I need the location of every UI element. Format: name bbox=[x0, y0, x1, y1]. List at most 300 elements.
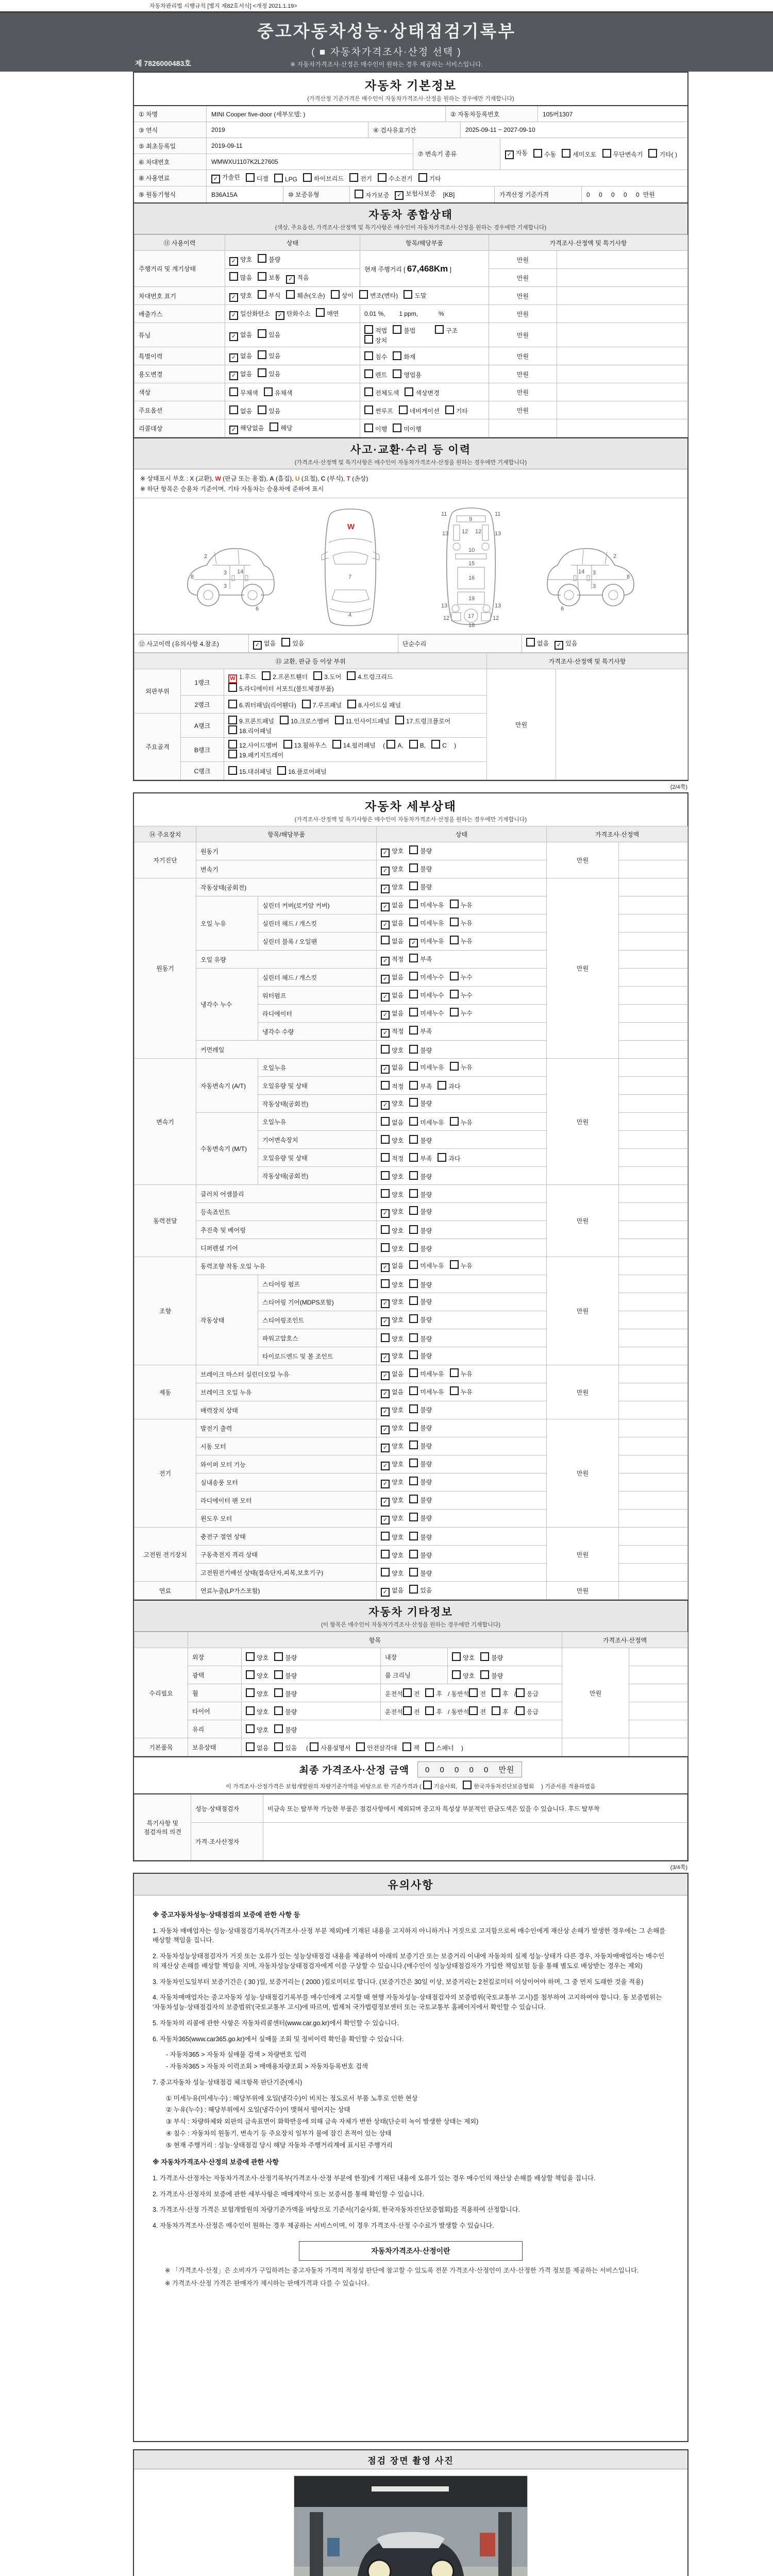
empty-checkbox-icon[interactable] bbox=[274, 1652, 283, 1661]
checkbox-option-불량[interactable] bbox=[409, 1227, 432, 1234]
checkbox-option-하이브리드[interactable] bbox=[303, 173, 344, 183]
checkbox-option-누수[interactable] bbox=[450, 1010, 473, 1017]
checkbox-option-불량[interactable] bbox=[409, 1245, 432, 1252]
empty-checkbox-icon[interactable] bbox=[359, 290, 368, 299]
empty-checkbox-icon[interactable] bbox=[450, 1062, 459, 1071]
checked-checkbox-icon[interactable]: ✓ bbox=[381, 1209, 390, 1218]
empty-checkbox-icon[interactable] bbox=[349, 173, 358, 182]
checkbox-option-과다[interactable] bbox=[438, 1083, 460, 1090]
empty-checkbox-icon[interactable] bbox=[409, 1243, 418, 1252]
checkbox-option-있음[interactable] bbox=[258, 408, 280, 415]
empty-checkbox-icon[interactable] bbox=[381, 1532, 390, 1540]
empty-checkbox-icon[interactable] bbox=[402, 1742, 411, 1751]
checkbox-option-침수[interactable] bbox=[364, 353, 387, 361]
checked-checkbox-icon[interactable]: ✓ bbox=[381, 1480, 390, 1488]
empty-checkbox-icon[interactable] bbox=[274, 1670, 283, 1679]
checkbox-option-사용설명서[interactable] bbox=[310, 1744, 350, 1752]
empty-checkbox-icon[interactable] bbox=[364, 335, 373, 344]
checkbox-option-잭[interactable] bbox=[402, 1744, 419, 1752]
empty-checkbox-icon[interactable] bbox=[409, 1045, 418, 1054]
empty-checkbox-icon[interactable] bbox=[364, 387, 373, 396]
checkbox-option-있음[interactable] bbox=[409, 1587, 432, 1594]
checkbox-option-영업용[interactable] bbox=[393, 371, 422, 379]
empty-checkbox-icon[interactable] bbox=[378, 173, 386, 182]
checkbox-option-전[interactable] bbox=[469, 1708, 486, 1716]
checked-checkbox-icon[interactable]: ✓ bbox=[229, 371, 238, 380]
checkbox-option-없음[interactable] bbox=[246, 1744, 268, 1752]
checkbox-option-양호[interactable] bbox=[381, 1227, 404, 1234]
checkbox-option-적정[interactable] bbox=[381, 1083, 404, 1090]
checked-checkbox-icon[interactable]: ✓ bbox=[381, 1317, 390, 1326]
checked-checkbox-icon[interactable]: ✓ bbox=[381, 1065, 390, 1074]
checked-checkbox-icon[interactable]: ✓ bbox=[381, 1444, 390, 1452]
empty-checkbox-icon[interactable] bbox=[409, 1368, 418, 1377]
empty-checkbox-icon[interactable] bbox=[381, 1225, 390, 1234]
checked-checkbox-icon[interactable]: ✓ bbox=[381, 975, 390, 984]
empty-checkbox-icon[interactable] bbox=[228, 740, 237, 749]
checked-checkbox-icon[interactable]: ✓ bbox=[381, 1408, 390, 1416]
empty-checkbox-icon[interactable] bbox=[228, 683, 237, 692]
empty-checkbox-icon[interactable] bbox=[409, 1585, 418, 1594]
checked-checkbox-icon[interactable]: ✓ bbox=[276, 311, 284, 320]
checked-checkbox-icon[interactable]: ✓ bbox=[409, 939, 418, 947]
checkbox-option-8.사이드실 패널[interactable] bbox=[347, 702, 401, 709]
checkbox-option-미세누유[interactable] bbox=[409, 1064, 444, 1071]
checkbox-option-상이[interactable] bbox=[331, 292, 354, 299]
checkbox-option-양호[interactable] bbox=[381, 1515, 404, 1522]
checked-checkbox-icon[interactable]: ✓ bbox=[229, 257, 238, 266]
checked-checkbox-icon[interactable]: ✓ bbox=[381, 1389, 390, 1398]
checkbox-option-11.인사이드패널[interactable] bbox=[335, 718, 390, 725]
checked-checkbox-icon[interactable]: ✓ bbox=[381, 1462, 390, 1470]
empty-checkbox-icon[interactable] bbox=[409, 882, 418, 890]
checkbox-option-과다[interactable] bbox=[438, 1155, 460, 1162]
checkbox-option-누유[interactable] bbox=[450, 1388, 473, 1396]
empty-checkbox-icon[interactable] bbox=[274, 1688, 283, 1697]
checked-checkbox-icon[interactable]: ✓ bbox=[381, 1029, 390, 1038]
checkbox-option-없음[interactable] bbox=[526, 640, 549, 647]
empty-checkbox-icon[interactable] bbox=[409, 1117, 418, 1126]
empty-checkbox-icon[interactable] bbox=[355, 190, 363, 198]
empty-checkbox-icon[interactable] bbox=[331, 290, 340, 299]
checked-checkbox-icon[interactable]: ✓ bbox=[381, 1516, 390, 1524]
empty-checkbox-icon[interactable] bbox=[381, 1135, 390, 1144]
empty-checkbox-icon[interactable] bbox=[258, 405, 266, 414]
checkbox-option-적음[interactable] bbox=[286, 274, 309, 281]
checkbox-option-미세누유[interactable] bbox=[409, 1388, 444, 1396]
empty-checkbox-icon[interactable] bbox=[425, 1742, 434, 1751]
empty-checkbox-icon[interactable] bbox=[409, 954, 418, 962]
checkbox-option-18.리어패널[interactable] bbox=[228, 727, 272, 735]
checkbox-option-색상변경[interactable] bbox=[405, 389, 439, 397]
checkbox-option-전기[interactable] bbox=[349, 173, 372, 183]
empty-checkbox-icon[interactable] bbox=[381, 1117, 390, 1126]
empty-checkbox-icon[interactable] bbox=[258, 254, 266, 263]
checked-checkbox-icon[interactable]: ✓ bbox=[381, 867, 390, 875]
checked-checkbox-icon[interactable]: ✓ bbox=[381, 1011, 390, 1020]
checkbox-option-기타[interactable] bbox=[445, 408, 468, 415]
checkbox-option-불량[interactable] bbox=[480, 1672, 503, 1680]
checkbox-option-있음[interactable] bbox=[258, 352, 280, 360]
checked-checkbox-icon[interactable]: ✓ bbox=[229, 311, 238, 320]
empty-checkbox-icon[interactable] bbox=[526, 638, 535, 647]
checkbox-option-변조(변타)[interactable] bbox=[359, 292, 398, 299]
checkbox-option-불량[interactable] bbox=[274, 1726, 297, 1734]
checkbox-option-불량[interactable] bbox=[409, 1100, 432, 1107]
checkbox-option-없음[interactable] bbox=[381, 974, 404, 981]
empty-checkbox-icon[interactable] bbox=[409, 1568, 418, 1577]
checkbox-option-3.도어[interactable] bbox=[313, 673, 341, 681]
checkbox-option-전[interactable] bbox=[469, 1690, 486, 1698]
empty-checkbox-icon[interactable] bbox=[516, 1688, 525, 1697]
checkbox-option-19.패키지트레이[interactable] bbox=[228, 752, 283, 759]
checkbox-option-도말[interactable] bbox=[404, 292, 426, 299]
checkbox-option-양호[interactable] bbox=[229, 292, 252, 299]
checkbox-option-양호[interactable] bbox=[381, 1173, 404, 1180]
empty-checkbox-icon[interactable] bbox=[258, 368, 266, 377]
checkbox-option-적정[interactable] bbox=[381, 956, 404, 963]
checkbox-option-양호[interactable] bbox=[452, 1672, 475, 1680]
checkbox-option-양호[interactable] bbox=[381, 1047, 404, 1054]
checkbox-option-누유[interactable] bbox=[450, 938, 473, 945]
checkbox-option-없음[interactable] bbox=[229, 352, 252, 360]
checkbox-option-있음[interactable] bbox=[258, 331, 280, 338]
empty-checkbox-icon[interactable] bbox=[409, 1422, 418, 1431]
empty-checkbox-icon[interactable] bbox=[409, 1098, 418, 1107]
empty-checkbox-icon[interactable] bbox=[270, 422, 278, 431]
empty-checkbox-icon[interactable] bbox=[562, 149, 570, 158]
checkbox-option-C[interactable] bbox=[431, 742, 447, 749]
empty-checkbox-icon[interactable] bbox=[393, 351, 401, 360]
checkbox-option-불량[interactable] bbox=[409, 1137, 432, 1144]
empty-checkbox-icon[interactable] bbox=[409, 1495, 418, 1503]
checkbox-option-불량[interactable] bbox=[409, 1191, 432, 1198]
empty-checkbox-icon[interactable] bbox=[404, 290, 412, 299]
empty-checkbox-icon[interactable] bbox=[469, 1706, 478, 1715]
checkbox-option-전[interactable] bbox=[403, 1690, 420, 1698]
checkbox-option-없음[interactable] bbox=[229, 370, 252, 378]
empty-checkbox-icon[interactable] bbox=[409, 1008, 418, 1016]
empty-checkbox-icon[interactable] bbox=[258, 329, 266, 338]
empty-checkbox-icon[interactable] bbox=[264, 387, 273, 396]
checkbox-option-양호[interactable] bbox=[381, 1406, 404, 1414]
empty-checkbox-icon[interactable] bbox=[246, 1724, 255, 1733]
empty-checkbox-icon[interactable] bbox=[533, 149, 542, 158]
checkbox-option-적정[interactable] bbox=[381, 1028, 404, 1035]
checkbox-option-없음[interactable] bbox=[381, 938, 404, 945]
checked-checkbox-icon[interactable]: ✓ bbox=[381, 921, 390, 929]
empty-checkbox-icon[interactable] bbox=[409, 1350, 418, 1359]
empty-checkbox-icon[interactable] bbox=[381, 1568, 390, 1577]
checkbox-option-B,[interactable] bbox=[409, 742, 426, 749]
checkbox-option-불량[interactable] bbox=[409, 1443, 432, 1450]
empty-checkbox-icon[interactable] bbox=[409, 900, 418, 908]
checkbox-option-양호[interactable] bbox=[381, 1316, 404, 1324]
empty-checkbox-icon[interactable] bbox=[409, 1171, 418, 1180]
checkbox-option-있음[interactable] bbox=[258, 370, 280, 378]
checkbox-option-불량[interactable] bbox=[409, 1497, 432, 1504]
checkbox-option-응급[interactable] bbox=[516, 1690, 539, 1698]
checked-checkbox-icon[interactable]: ✓ bbox=[381, 1353, 390, 1362]
checkbox-option-누유[interactable] bbox=[450, 1064, 473, 1071]
checkbox-option-16.플로어패널[interactable] bbox=[277, 768, 327, 775]
empty-checkbox-icon[interactable] bbox=[409, 1404, 418, 1413]
empty-checkbox-icon[interactable] bbox=[409, 1440, 418, 1449]
empty-checkbox-icon[interactable] bbox=[403, 1706, 412, 1715]
empty-checkbox-icon[interactable] bbox=[431, 740, 440, 749]
checkbox-option-디젤[interactable] bbox=[246, 173, 268, 183]
checkbox-option-양호[interactable] bbox=[381, 1281, 404, 1289]
checkbox-option-없음[interactable] bbox=[381, 1587, 404, 1594]
empty-checkbox-icon[interactable] bbox=[277, 766, 286, 775]
checked-checkbox-icon[interactable]: ✓ bbox=[229, 353, 238, 362]
empty-checkbox-icon[interactable] bbox=[492, 1688, 500, 1697]
empty-checkbox-icon[interactable] bbox=[450, 936, 459, 944]
checkbox-option-미세누유[interactable] bbox=[409, 1370, 444, 1378]
checkbox-option-7.루프패널[interactable] bbox=[302, 702, 342, 709]
checked-checkbox-icon[interactable]: ✓ bbox=[381, 993, 390, 1002]
checkbox-option-양호[interactable] bbox=[381, 1570, 404, 1577]
empty-checkbox-icon[interactable] bbox=[347, 700, 356, 708]
checkbox-option-없음[interactable] bbox=[381, 1010, 404, 1017]
empty-checkbox-icon[interactable] bbox=[409, 1225, 418, 1234]
empty-checkbox-icon[interactable] bbox=[274, 174, 283, 182]
empty-checkbox-icon[interactable] bbox=[409, 1459, 418, 1467]
checkbox-option-불량[interactable] bbox=[274, 1672, 297, 1680]
checkbox-option-수동[interactable] bbox=[533, 149, 556, 159]
checkbox-option-적법[interactable] bbox=[364, 327, 387, 334]
empty-checkbox-icon[interactable] bbox=[381, 1550, 390, 1558]
empty-checkbox-icon[interactable] bbox=[228, 766, 237, 775]
checkbox-option-부족[interactable] bbox=[409, 1028, 432, 1035]
empty-checkbox-icon[interactable] bbox=[409, 1314, 418, 1323]
checkbox-option-안전삼각대[interactable] bbox=[356, 1744, 397, 1752]
checkbox-option-없음[interactable] bbox=[381, 992, 404, 999]
checkbox-option-화재[interactable] bbox=[393, 353, 415, 361]
checkbox-option-있음[interactable] bbox=[281, 640, 304, 647]
empty-checkbox-icon[interactable] bbox=[228, 750, 237, 758]
checked-checkbox-icon[interactable]: ✓ bbox=[381, 957, 390, 965]
checkbox-option-양호[interactable] bbox=[246, 1726, 268, 1734]
checkbox-option-없음[interactable] bbox=[381, 1064, 404, 1071]
empty-checkbox-icon[interactable] bbox=[246, 1670, 255, 1679]
checkbox-option-누유[interactable] bbox=[450, 1370, 473, 1378]
empty-checkbox-icon[interactable] bbox=[364, 351, 373, 360]
empty-checkbox-icon[interactable] bbox=[425, 1688, 434, 1697]
checkbox-option-불량[interactable] bbox=[409, 1208, 432, 1215]
checkbox-option-스패너[interactable] bbox=[425, 1744, 454, 1752]
empty-checkbox-icon[interactable] bbox=[393, 325, 401, 334]
checkbox-option-미이행[interactable] bbox=[393, 426, 422, 433]
checked-checkbox-icon[interactable]: ✓ bbox=[395, 191, 404, 200]
checkbox-option-누수[interactable] bbox=[450, 992, 473, 999]
empty-checkbox-icon[interactable] bbox=[409, 1296, 418, 1305]
checked-checkbox-icon[interactable]: ✓ bbox=[286, 275, 295, 284]
checkbox-option-불량[interactable] bbox=[409, 1479, 432, 1486]
checkbox-option-양호[interactable] bbox=[381, 1552, 404, 1559]
checkbox-option-14.필러패널[interactable] bbox=[332, 742, 376, 749]
checkbox-option-불량[interactable] bbox=[409, 1298, 432, 1306]
w-repair-mark-icon[interactable]: W bbox=[228, 674, 237, 683]
checkbox-option-미세누유[interactable] bbox=[409, 902, 444, 909]
empty-checkbox-icon[interactable] bbox=[381, 1045, 390, 1054]
checkbox-option-양호[interactable] bbox=[246, 1708, 268, 1716]
checkbox-option-불량[interactable] bbox=[409, 848, 432, 855]
empty-checkbox-icon[interactable] bbox=[399, 405, 408, 414]
checkbox-option-있음[interactable] bbox=[274, 1744, 297, 1752]
checkbox-option-미세누수[interactable] bbox=[409, 974, 444, 981]
checkbox-option-매연[interactable] bbox=[316, 310, 339, 317]
empty-checkbox-icon[interactable] bbox=[246, 1742, 255, 1751]
empty-checkbox-icon[interactable] bbox=[409, 1062, 418, 1071]
checked-checkbox-icon[interactable]: ✓ bbox=[381, 903, 390, 911]
checked-checkbox-icon[interactable]: ✓ bbox=[381, 1263, 390, 1272]
empty-checkbox-icon[interactable] bbox=[386, 740, 395, 749]
checkbox-option-누유[interactable] bbox=[450, 920, 473, 927]
empty-checkbox-icon[interactable] bbox=[381, 936, 390, 944]
checkbox-option-없음[interactable] bbox=[381, 902, 404, 909]
checkbox-option-네비게이션[interactable] bbox=[399, 408, 440, 415]
checkbox-option-불량[interactable] bbox=[409, 1425, 432, 1432]
empty-checkbox-icon[interactable] bbox=[258, 290, 266, 299]
empty-checkbox-icon[interactable] bbox=[229, 405, 238, 414]
checkbox-option-보험사보증[interactable] bbox=[395, 189, 435, 200]
empty-checkbox-icon[interactable] bbox=[310, 1742, 318, 1751]
checkbox-option-후[interactable] bbox=[492, 1708, 509, 1716]
empty-checkbox-icon[interactable] bbox=[445, 405, 454, 414]
checkbox-option-불량[interactable] bbox=[409, 1552, 432, 1559]
checkbox-option-훼손(오손)[interactable] bbox=[286, 292, 325, 299]
checkbox-option-보통[interactable] bbox=[258, 274, 280, 281]
checkbox-option-많음[interactable] bbox=[229, 274, 252, 281]
empty-checkbox-icon[interactable] bbox=[409, 1477, 418, 1485]
checkbox-option-구조[interactable] bbox=[435, 327, 458, 334]
checkbox-option-없음[interactable] bbox=[381, 920, 404, 927]
empty-checkbox-icon[interactable] bbox=[228, 700, 237, 708]
empty-checkbox-icon[interactable] bbox=[409, 1260, 418, 1269]
empty-checkbox-icon[interactable] bbox=[450, 1368, 459, 1377]
checkbox-option-불량[interactable] bbox=[409, 1352, 432, 1360]
checkbox-option-불량[interactable] bbox=[409, 1047, 432, 1054]
checkbox-option-양호[interactable] bbox=[452, 1654, 475, 1662]
empty-checkbox-icon[interactable] bbox=[409, 1386, 418, 1395]
checkbox-option-13.휠하우스[interactable] bbox=[283, 742, 327, 749]
checkbox-option-장치[interactable] bbox=[364, 337, 387, 344]
empty-checkbox-icon[interactable] bbox=[381, 1279, 390, 1288]
checkbox-option-세미오토[interactable] bbox=[562, 149, 596, 159]
empty-checkbox-icon[interactable] bbox=[480, 1670, 489, 1679]
checkbox-option-자동[interactable] bbox=[505, 148, 528, 159]
checkbox-option-없음[interactable] bbox=[381, 1262, 404, 1269]
empty-checkbox-icon[interactable] bbox=[303, 173, 312, 182]
checkbox-option-미세누수[interactable] bbox=[409, 992, 444, 999]
empty-checkbox-icon[interactable] bbox=[381, 1153, 390, 1162]
checkbox-option-불량[interactable] bbox=[409, 1335, 432, 1343]
checkbox-option-부족[interactable] bbox=[409, 1083, 432, 1090]
checkbox-option-일산화탄소[interactable] bbox=[229, 310, 270, 317]
checkbox-option-양호[interactable] bbox=[381, 1298, 404, 1306]
checkbox-option-해당없음[interactable] bbox=[229, 425, 264, 432]
checkbox-option-누유[interactable] bbox=[450, 1262, 473, 1269]
checkbox-option-불법[interactable] bbox=[393, 327, 415, 334]
checked-checkbox-icon[interactable]: ✓ bbox=[381, 885, 390, 893]
checkbox-option-불량[interactable] bbox=[480, 1654, 503, 1662]
empty-checkbox-icon[interactable] bbox=[381, 1333, 390, 1342]
checkbox-option-양호[interactable] bbox=[246, 1654, 268, 1662]
empty-checkbox-icon[interactable] bbox=[418, 173, 427, 182]
checkbox-option-불량[interactable] bbox=[409, 1173, 432, 1180]
empty-checkbox-icon[interactable] bbox=[228, 725, 237, 734]
empty-checkbox-icon[interactable] bbox=[452, 1652, 461, 1661]
checkbox-option-불량[interactable] bbox=[409, 1316, 432, 1324]
empty-checkbox-icon[interactable] bbox=[381, 1243, 390, 1252]
checkbox-option-가솔린[interactable] bbox=[211, 173, 240, 183]
empty-checkbox-icon[interactable] bbox=[313, 671, 322, 680]
checkbox-option-수소전기[interactable] bbox=[378, 173, 412, 183]
checked-checkbox-icon[interactable]: ✓ bbox=[211, 175, 220, 183]
checkbox-option-불량[interactable] bbox=[258, 256, 280, 263]
checkbox-option-누유[interactable] bbox=[450, 902, 473, 909]
empty-checkbox-icon[interactable] bbox=[450, 900, 459, 908]
checkbox-option-후[interactable] bbox=[425, 1708, 442, 1716]
empty-checkbox-icon[interactable] bbox=[364, 405, 373, 414]
empty-checkbox-icon[interactable] bbox=[381, 1081, 390, 1090]
checkbox-option-누유[interactable] bbox=[450, 1119, 473, 1126]
checkbox-option-9.프론트패널[interactable] bbox=[228, 718, 274, 725]
empty-checkbox-icon[interactable] bbox=[450, 1008, 459, 1016]
checkbox-option-양호[interactable] bbox=[381, 1137, 404, 1144]
checkbox-option-12.사이드멤버[interactable] bbox=[228, 742, 278, 749]
checkbox-option-불량[interactable] bbox=[409, 1534, 432, 1541]
empty-checkbox-icon[interactable] bbox=[409, 1532, 418, 1540]
checkbox-option-기타( )[interactable] bbox=[648, 149, 677, 159]
empty-checkbox-icon[interactable] bbox=[364, 325, 373, 334]
checkbox-option-후[interactable] bbox=[425, 1690, 442, 1698]
empty-checkbox-icon[interactable] bbox=[316, 308, 325, 317]
empty-checkbox-icon[interactable] bbox=[347, 671, 356, 680]
empty-checkbox-icon[interactable] bbox=[393, 423, 401, 432]
empty-checkbox-icon[interactable] bbox=[423, 1781, 432, 1789]
checkbox-option-양호[interactable] bbox=[381, 1335, 404, 1343]
checkbox-option-양호[interactable] bbox=[381, 848, 404, 855]
checkbox-option-양호[interactable] bbox=[381, 1352, 404, 1360]
checkbox-option-불량[interactable] bbox=[409, 1515, 432, 1522]
checkbox-option-2.프론트휀더[interactable] bbox=[262, 673, 308, 681]
checkbox-option-불량[interactable] bbox=[409, 1570, 432, 1577]
empty-checkbox-icon[interactable] bbox=[425, 1706, 434, 1715]
checkbox-option-양호[interactable] bbox=[381, 1191, 404, 1198]
checkbox-option-양호[interactable] bbox=[381, 1497, 404, 1504]
empty-checkbox-icon[interactable] bbox=[403, 1688, 412, 1697]
empty-checkbox-icon[interactable] bbox=[246, 173, 255, 182]
checkbox-option-양호[interactable] bbox=[381, 1534, 404, 1541]
empty-checkbox-icon[interactable] bbox=[281, 638, 290, 647]
checkbox-option-15.대쉬패널[interactable] bbox=[228, 768, 272, 775]
empty-checkbox-icon[interactable] bbox=[409, 1513, 418, 1521]
empty-checkbox-icon[interactable] bbox=[409, 740, 418, 749]
empty-checkbox-icon[interactable] bbox=[409, 972, 418, 980]
empty-checkbox-icon[interactable] bbox=[463, 1781, 472, 1789]
empty-checkbox-icon[interactable] bbox=[274, 1742, 283, 1751]
checkbox-option-전체도색[interactable] bbox=[364, 389, 399, 397]
checkbox-option-전[interactable] bbox=[403, 1708, 420, 1716]
checkbox-option-무채색[interactable] bbox=[229, 389, 258, 397]
empty-checkbox-icon[interactable] bbox=[435, 325, 444, 334]
empty-checkbox-icon[interactable] bbox=[229, 272, 238, 281]
checkbox-option-불량[interactable] bbox=[409, 1461, 432, 1468]
checkbox-option-적정[interactable] bbox=[381, 1155, 404, 1162]
checkbox-option-양호[interactable] bbox=[381, 1443, 404, 1450]
